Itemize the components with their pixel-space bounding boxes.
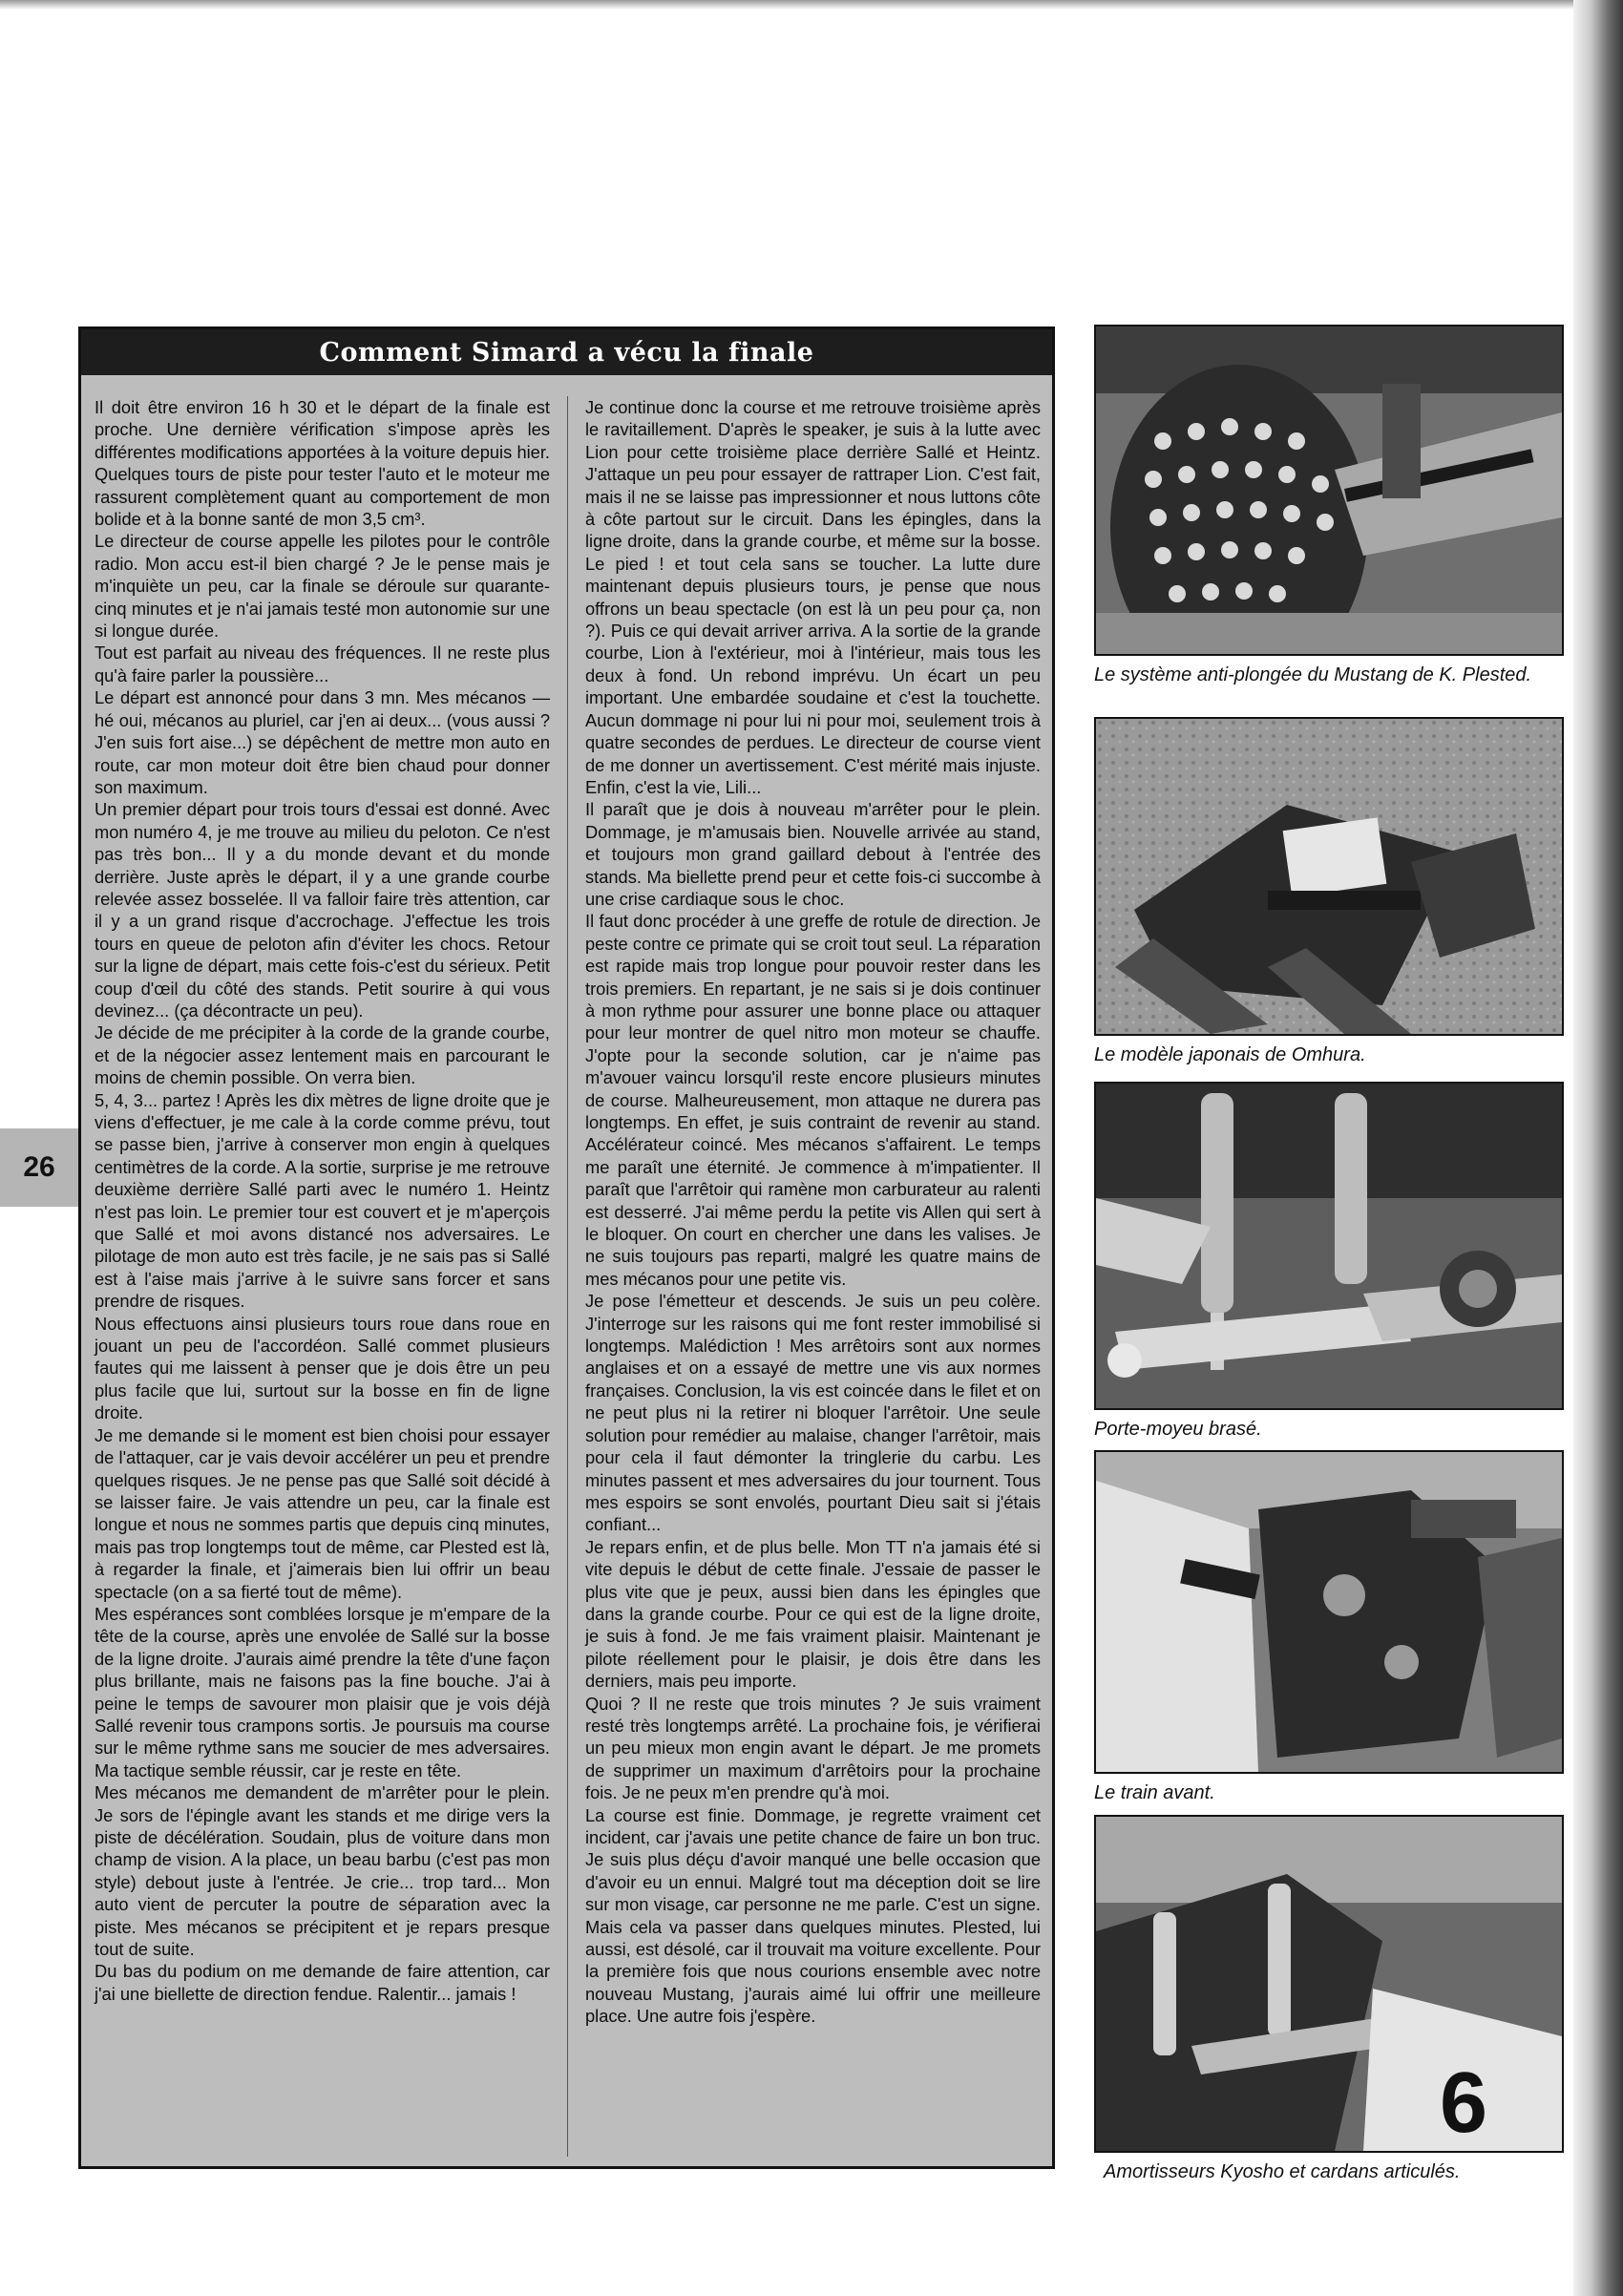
svg-text:6: 6: [1440, 2055, 1488, 2151]
paragraph: Je repars enfin, et de plus belle. Mon TT n'a jamais été si vite depuis le début de cette finale. J'essaie de passer le plus vite que je peux, aussi bien dans les épingles que dans la grande courbe. Pour ce qui est de la ligne droite, je suis à fond. Je me fais vraiment plaisir. Maintenant je pilote réellement pour le plaisir, je dois être dans les derniers, mais peu importe.: [585, 1536, 1041, 1692]
paragraph: Quoi ? Il ne reste que trois minutes ? Je suis vraiment resté très longtemps arrêté. La prochaine fois, je vérifierai un peu mieux mon engin avant le départ. Je me promets de supprimer un maximum d'arrêtoirs pour la prochaine fois. Je ne peux m'en prendre qu'à moi.: [585, 1693, 1041, 1803]
photo-caption: Porte-moyeu brasé.: [1094, 1419, 1262, 1440]
article-header: [81, 329, 1052, 375]
paragraph: Du bas du podium on me demande de faire attention, car j'ai une biellette de direction fendue. Ralentir... jamais !: [95, 1961, 550, 2004]
paragraph: Le départ est annoncé pour dans 3 mn. Mes mécanos — hé oui, mécanos au pluriel, car j'en ai deux... (vous aussi ? J'en suis fort aise...) se dépêchent de mettre mon auto en route, car mon moteur doit être bien chaud pour donner son maximum.: [95, 687, 550, 797]
binding-edge-shadow: [1573, 0, 1623, 2296]
paragraph: La course est finie. Dommage, je regrette vraiment cet incident, car j'avais une petite chance de faire un bon truc. Je suis plus déçu d'avoir manqué une belle occasion que d'avoir eu un ennui. Malgré tout ma déception doit se lire sur mon visage, car personne ne me parle. C'est un signe. Mais cela va passer dans quelques minutes. Plested, lui aussi, est désolé, car il trouvait ma voiture excellente. Pour la première fois que nous courions ensemble avec notre nouveau Mustang, j'aurais aimé lui offrir une meilleure place. Une autre fois j'espère.: [585, 1804, 1041, 2027]
photo-caption: Le modèle japonais de Omhura.: [1094, 1044, 1366, 1065]
page-number-tab: [0, 1128, 78, 1207]
photo-figure-4: [1094, 1450, 1562, 1804]
chassis-photo: [1094, 717, 1564, 1036]
photo-caption: Amortisseurs Kyosho et cardans articulés.: [1104, 2161, 1461, 2182]
tire-suspension-photo: [1094, 325, 1564, 656]
article-columns: [95, 396, 1041, 2157]
shocks-photo: [1094, 1815, 1564, 2153]
paragraph: Mes espérances sont comblées lorsque je m'empare de la tête de la course, après une envolée de Sallé sur la bosse de la ligne droite. J'aurais aimé prendre la tête d'une façon plus brillante, mais ne faisons pas la fine bouche. J'ai à peine le temps de savourer mon plaisir que je vois déjà Sallé revenir tous crampons sortis. Je poursuis ma course sur le même rythme sans me soucier de mes adversaires. Ma tactique semble réussir, car je reste en tête.: [95, 1603, 550, 1780]
paragraph: 5, 4, 3... partez ! Après les dix mètres de ligne droite que je viens d'effectuer, je me cale à la corde comme prévu, tout se passe bien, j'arrive à conserver mon engin à quelques centimètres de la corde. A la sortie, surprise je me retrouve deuxième derrière Sallé parti avec le numéro 1. Heintz n'est pas loin. Le premier tour est couvert et je m'aperçois que Sallé et moi avons distancé nos adversaires. Le pilotage de mon auto est très facile, je ne sais pas si Sallé est à l'aise mais j'arrive à le suivre sans forcer et sans prendre de risques.: [95, 1089, 550, 1312]
photo-caption: Le train avant.: [1094, 1782, 1215, 1803]
article-title: Comment Simard a vécu la finale: [319, 337, 814, 368]
paragraph: Un premier départ pour trois tours d'essai est donné. Avec mon numéro 4, je me trouve au milieu du peloton. Ce n'est pas très bon... Il y a du monde devant et du monde derrière. Juste après le départ, il y a une grande courbe relevée assez bosselée. Il va falloir faire très attention, car il y a un grand risque d'accrochage. J'effectue les trois tours en queue de peloton afin d'éviter les chocs. Retour sur la ligne de départ, mais cette fois-c'est du sérieux. Petit coup d'œil du côté des stands. Petit sourire à qui vous devinez... (ça décontracte un peu).: [95, 799, 550, 1021]
paragraph: Je me demande si le moment est bien choisi pour essayer de l'attaquer, car je vais devoir accélérer un peu et prendre quelques risques. Je ne pense pas que Sallé soit décidé à se laisser faire. Je vais attendre un peu, car la finale est longue et nous ne sommes partis que depuis cinq minutes, mais pas trop longtemps tout de même, car Plested est là, à regarder la finale, et j'aimerais bien lui offrir un beau spectacle (on a sa fierté tout de même).: [95, 1424, 550, 1602]
paragraph: Nous effectuons ainsi plusieurs tours roue dans roue en jouant un peu de l'accordéon. Sallé commet plusieurs fautes qui me laissent à penser que je dois être un peu plus facile que lui, surtout sur la bosse en fin de ligne droite.: [95, 1313, 550, 1423]
paragraph: Il paraît que je dois à nouveau m'arrêter pour le plein. Dommage, je m'amusais bien. Nouvelle arrivée au stand, et toujours mon grand gaillard debout à l'entrée des stands. Ma biellette prend peur et cette fois-ci succombe à une crise cardiaque sous le choc.: [585, 799, 1041, 909]
paragraph: Je décide de me précipiter à la corde de la grande courbe, et de la négocier assez lentement mais en parcourant le moins de chemin possible. On verra bien.: [95, 1022, 550, 1088]
paragraph: Le directeur de course appelle les pilotes pour le contrôle radio. Mon accu est-il bien chargé ? Je le pense mais je m'inquiète un peu, car la finale se déroule sur quarante-cinq minutes et je n'ai jamais testé mon autonomie sur une si longue durée.: [95, 531, 550, 642]
photo-caption: Le système anti-plongée du Mustang de K. Plested.: [1094, 664, 1532, 685]
paragraph: Il doit être environ 16 h 30 et le départ de la finale est proche. Une dernière vérification s'impose après les différentes modifications apportées à la voiture depuis hier. Quelques tours de piste pour tester l'auto et le moteur me rassurent complètement quant au comportement de mon bolide et à la bonne santé de mon 3,5 cm³.: [95, 397, 550, 530]
paragraph: Mes mécanos me demandent de m'arrêter pour le plein. Je sors de l'épingle avant les stands et me dirige vers la piste de décélération. Soudain, plus de voiture dans mon champ de vision. A la place, un beau barbu (c'est pas mon style) debout juste à l'entrée. Je crie... trop tard... Mon auto vient de percuter la poutre de séparation avec la piste. Mes mécanos se précipitent et je repars presque tout de suite.: [95, 1782, 550, 1960]
column-divider: [567, 396, 568, 2157]
photo-figure-5: [1094, 1815, 1562, 2183]
paragraph: Je pose l'émetteur et descends. Je suis un peu colère. J'interroge sur les raisons qui me font rester immobilisé si longtemps. Malédiction ! Mes arrêtoirs sont aux normes anglaises et on a essayé de mettre une vis aux normes françaises. Conclusion, la vis est coincée dans le filet et on ne peut plus ni la retirer ni bloquer l'arrêtoir. Une seule solution pour remédier au malaise, changer l'arrêtoir, mais pour cela il faut démonter la tringlerie du carbu. Les minutes passent et mes adversaires du jour tournent. Tous mes espoirs se sont envolés, pourtant Dieu sait si j'étais confiant...: [585, 1291, 1041, 1535]
paragraph: Tout est parfait au niveau des fréquences. Il ne reste plus qu'à faire parler la poussière...: [95, 642, 550, 685]
page-number: 26: [23, 1151, 55, 1183]
photo-figure-1: [1094, 325, 1562, 686]
article-box: [78, 326, 1055, 2169]
paragraph: Il faut donc procéder à une greffe de rotule de direction. Je peste contre ce primate qui se croit tout seul. La réparation est rapide mais trop longue pour pouvoir rester dans les trois premiers. En repartant, je ne sais si je dois continuer à mon rythme pour assurer une bonne place ou attaquer pour leur montrer de quel nitro mon moteur se chauffe. J'opte pour la seconde solution, car je n'aime pas m'avouer vaincu lorsqu'il reste encore plusieurs minutes de course. Malheureusement, mon attaque ne durera pas longtemps. En effet, je suis contraint de revenir au stand. Accélérateur coincé. Mes mécanos s'affairent. Le temps me paraît une éternité. Je commence à m'impatienter. Il paraît que l'arrêtoir qui ramène mon carburateur au ralenti est desserré. J'ai même perdu la petite vis Allen qui sert à le bloquer. On court en chercher une dans les valises. Je ne suis toujours pas reparti, malgré les quatre mains de mes mécanos pour une petite vis.: [585, 911, 1041, 1289]
paragraph: Je continue donc la course et me retrouve troisième après le ravitaillement. D'après le speaker, je suis à la lutte avec Lion pour cette troisième place derrière Sallé et Heintz. J'attaque un peu pour essayer de rattraper Lion. C'est fait, mais il ne se laisse pas impressionner et nous luttons côte à côte partout sur le circuit. Dans les épingles, dans la ligne droite, dans la grande courbe, et même sur la bosse. Le pied ! et tout cela sans se toucher. La lutte dure maintenant depuis plusieurs tours, je pense que nous offrons un beau spectacle (on est là un peu pour ça, non ?). Puis ce qui devait arriver arriva. A la sortie de la grande courbe, Lion à l'extérieur, moi à l'intérieur, mais tous les deux à fond. Un rebond imprévu. Un écart un peu important. Une embardée soudaine et c'est la touchette. Aucun dommage ni pour lui ni pour moi, seulement trois à quatre secondes de perdues. Le directeur de course vient de me donner un avertissement. C'est mérité mais injuste. Enfin, c'est la vie, Lili...: [585, 397, 1041, 797]
hub-carrier-photo: [1094, 1082, 1564, 1410]
article-column-left: [95, 396, 550, 2157]
top-scan-rule: [0, 0, 1623, 10]
article-column-right: [585, 396, 1041, 2157]
photo-figure-2: [1094, 717, 1562, 1066]
photo-figure-3: [1094, 1082, 1562, 1441]
front-axle-photo: [1094, 1450, 1564, 1774]
